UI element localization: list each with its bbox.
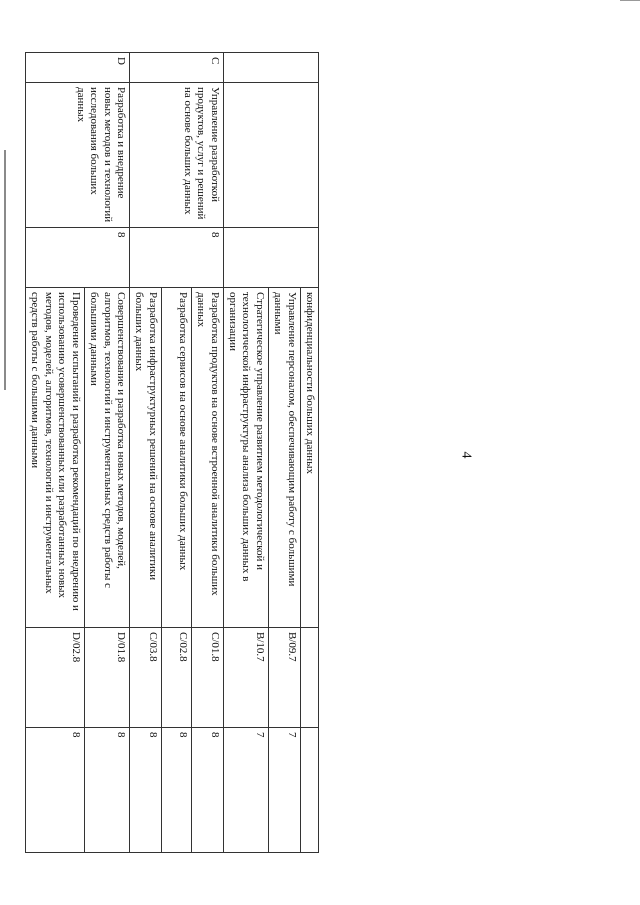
cell-code: D/01.8 (84, 628, 129, 728)
cell-qualification-level: 8 (129, 228, 223, 288)
cell-labor-function: Проведение испытаний и разработка рекомендаций по внедрению и использованию усовершенствованных или разработанных новых методов, моделей, алгоритмов, технологий и инструментальных средств работы с большими данными (26, 288, 85, 628)
cell-sublevel: 8 (161, 728, 191, 853)
cell-qualification-level (223, 228, 318, 288)
scan-edge-mark (620, 0, 640, 1)
cell-labor-function: Стратегическое управление развитием методологической и технологической инфраструктуры анализа больших данных в организации (223, 288, 268, 628)
table-row (191, 53, 223, 853)
cell-letter: C (129, 53, 223, 83)
cell-code (300, 628, 318, 728)
table-row (300, 53, 318, 853)
functions-table (25, 52, 319, 853)
cell-sublevel (300, 728, 318, 853)
cell-sublevel: 8 (84, 728, 129, 853)
cell-sublevel: 7 (223, 728, 268, 853)
binding-edge-mark (4, 150, 6, 390)
cell-labor-function: Разработка инфраструктурных решений на основе аналитики больших данных (129, 288, 161, 628)
cell-sublevel: 8 (26, 728, 85, 853)
rotated-table-frame (29, 52, 319, 852)
cell-function-name (223, 83, 318, 228)
table-row (84, 53, 129, 853)
cell-letter: D (26, 53, 130, 83)
page-number: 4 (458, 451, 474, 459)
cell-qualification-level: 8 (26, 228, 130, 288)
cell-sublevel: 7 (268, 728, 300, 853)
cell-letter (223, 53, 318, 83)
cell-code: C/01.8 (191, 628, 223, 728)
cell-function-name: Управление разработкой продуктов, услуг и решений на основе больших данных (129, 83, 223, 228)
cell-labor-function: Совершенствование и разработка новых методов, моделей, алгоритмов, технологий и инструментальных средств работы с большими данными (84, 288, 129, 628)
cell-labor-function: Управление персоналом, обеспечивающим работу с большими данными (268, 288, 300, 628)
cell-code: C/03.8 (129, 628, 161, 728)
cell-sublevel: 8 (191, 728, 223, 853)
cell-code: D/02.8 (26, 628, 85, 728)
cell-labor-function: Разработка продуктов на основе встроенной аналитики больших данных (191, 288, 223, 628)
cell-code: B/10.7 (223, 628, 268, 728)
cell-labor-function: конфиденциальности больших данных (300, 288, 318, 628)
cell-code: C/02.8 (161, 628, 191, 728)
cell-sublevel: 8 (129, 728, 161, 853)
table-sheet (29, 52, 319, 852)
cell-labor-function: Разработка сервисов на основе аналитики больших данных (161, 288, 191, 628)
cell-code: B/09.7 (268, 628, 300, 728)
cell-function-name: Разработка и внедрение новых методов и технологий исследования больших данных (26, 83, 130, 228)
